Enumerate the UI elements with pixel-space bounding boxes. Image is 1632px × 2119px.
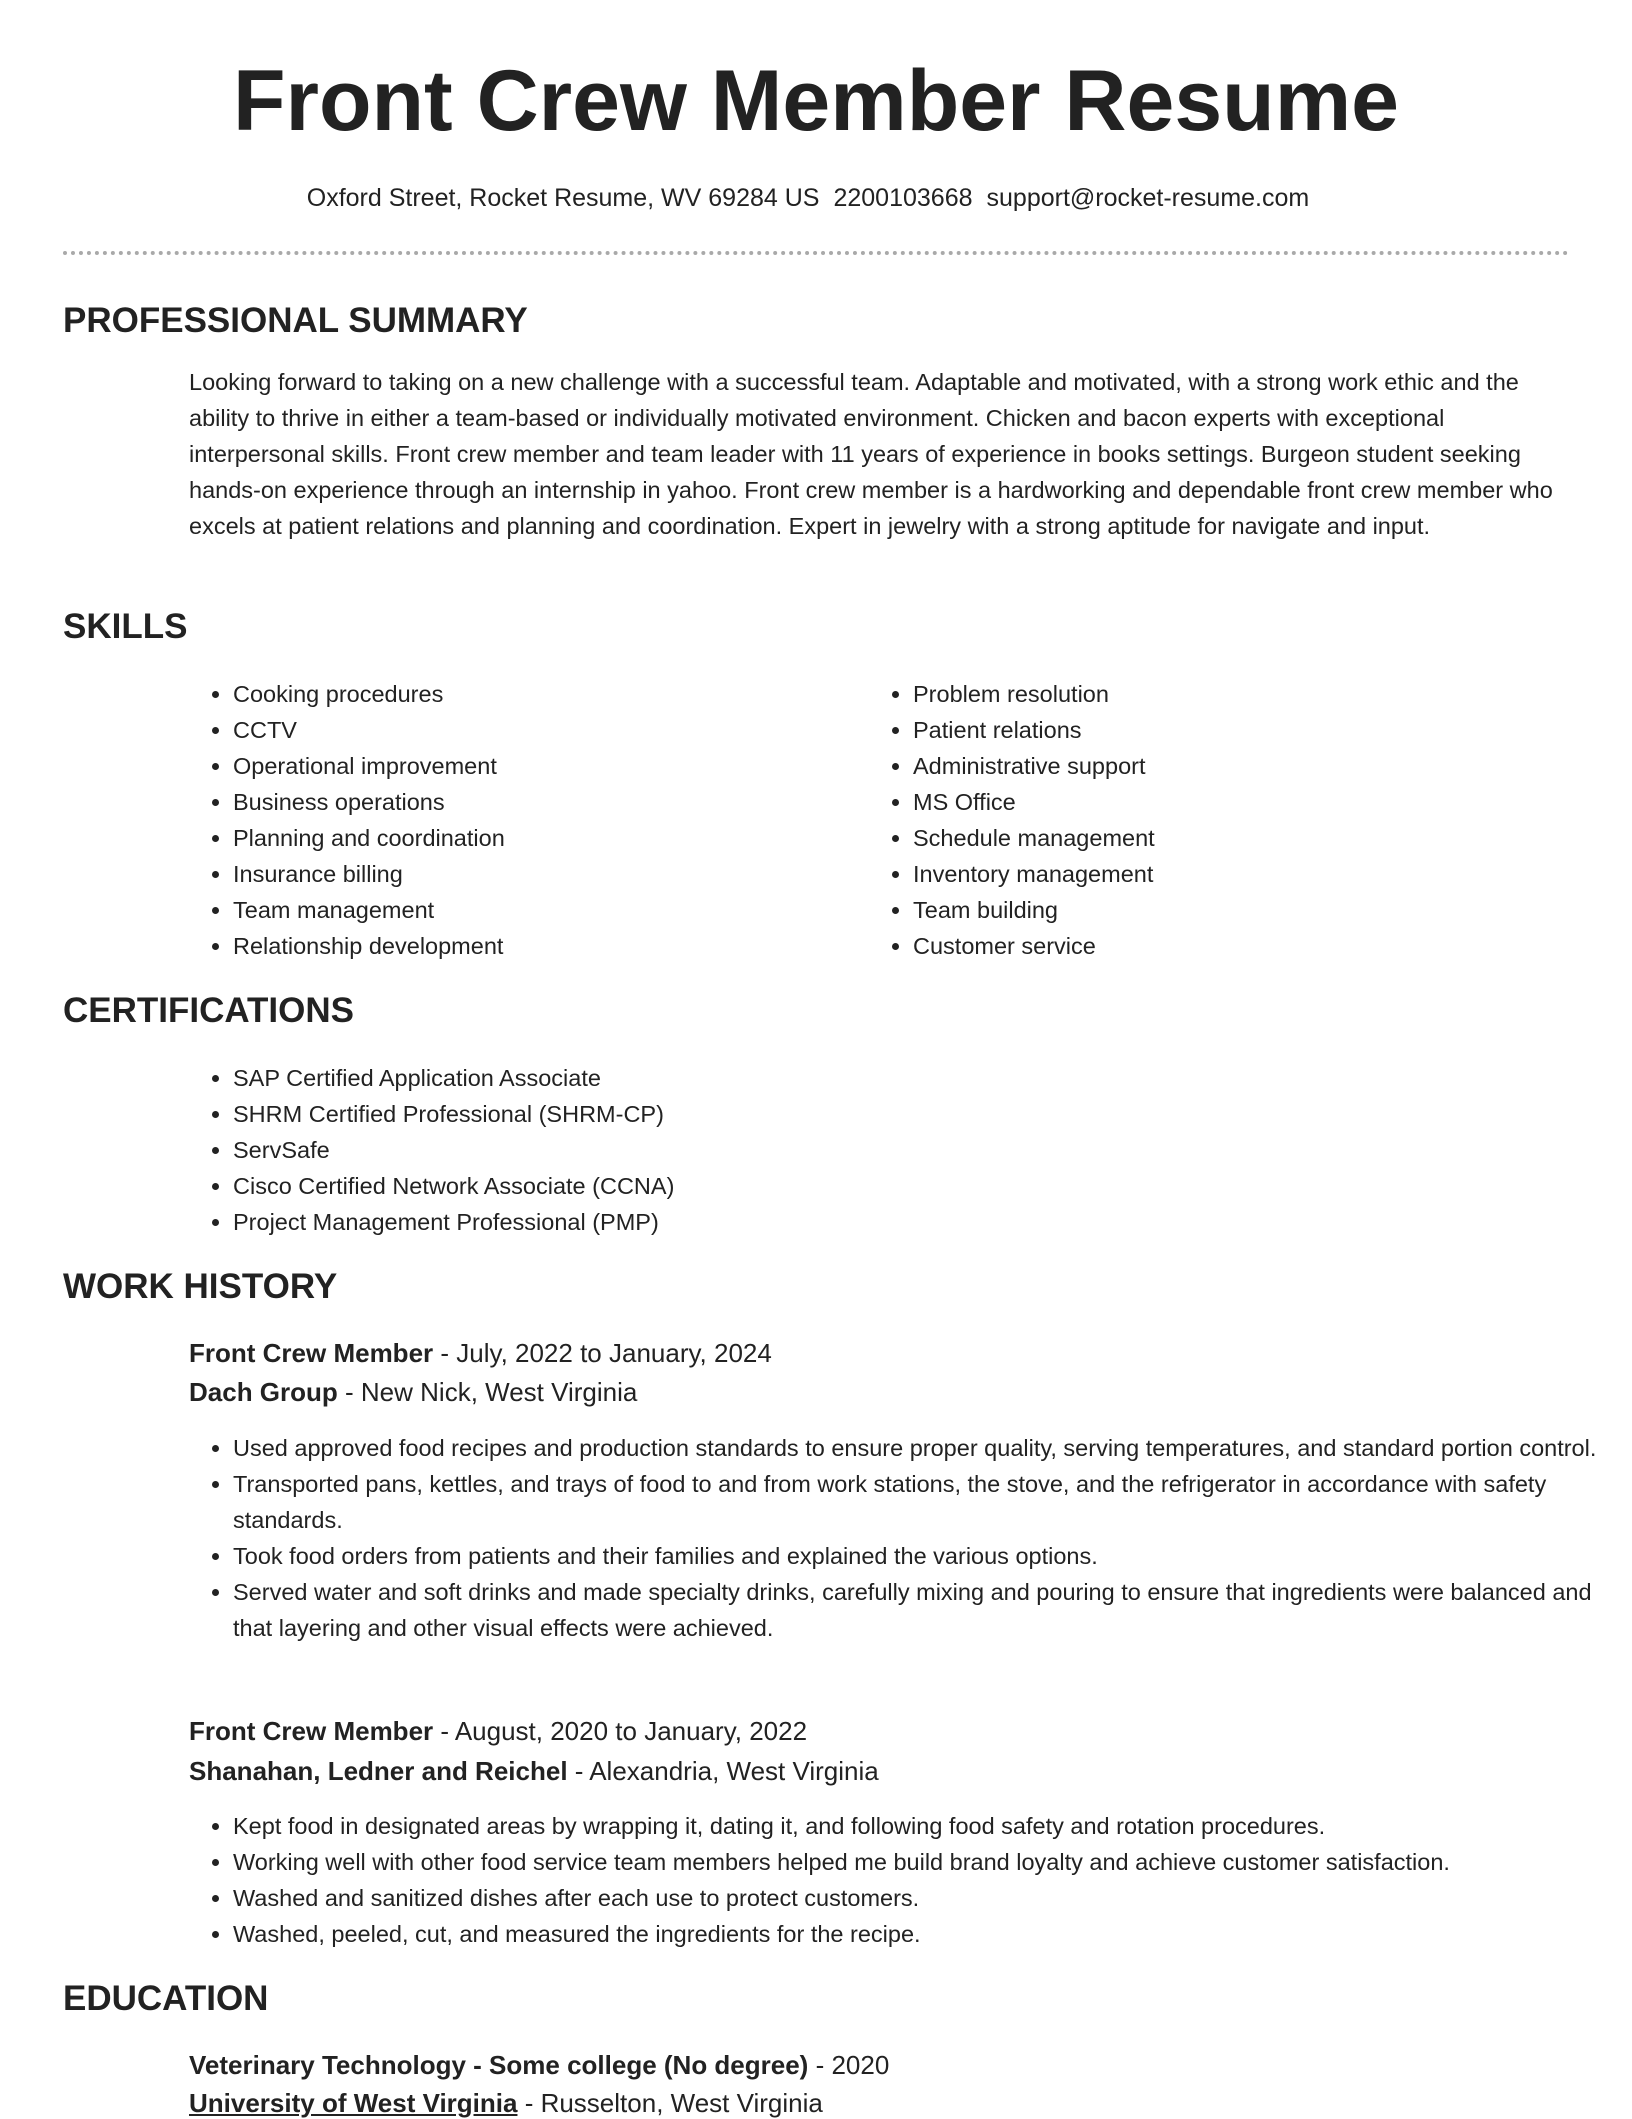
job-bullet: • Used approved food recipes and production standards to ensure proper quality, serving temperatures, and standard portion control.: [233, 1430, 1615, 1466]
skill-item: • CCTV: [233, 712, 833, 748]
job-title: Front Crew Member: [189, 1716, 434, 1746]
resume-title: Front Crew Member Resume: [232, 53, 1400, 149]
job-bullet: • Kept food in designated areas by wrapping it, dating it, and following food safety and rotation procedures.: [233, 1808, 1615, 1844]
certification-item: • SAP Certified Application Associate: [233, 1060, 1533, 1096]
summary-heading: PROFESSIONAL SUMMARY: [63, 301, 528, 340]
job-location: - New Nick, West Virginia: [337, 1377, 638, 1407]
job-title-line: [189, 1338, 772, 1369]
job-title: Front Crew Member: [189, 1338, 434, 1368]
education-year: - 2020: [808, 2050, 890, 2080]
job-company: Shanahan, Ledner and Reichel: [189, 1756, 568, 1786]
skill-item: • Team building: [913, 892, 1553, 928]
skill-item: • Insurance billing: [233, 856, 833, 892]
job-bullet: • Took food orders from patients and their families and explained the various options.: [233, 1538, 1615, 1574]
skill-item: • Customer service: [913, 928, 1553, 964]
contact-address: Oxford Street, Rocket Resume, WV 69284 US: [306, 184, 820, 212]
skills-list-left: [189, 676, 833, 964]
skills-list-right: [869, 676, 1553, 964]
header-divider: [63, 251, 1569, 255]
job-location: - Alexandria, West Virginia: [567, 1756, 879, 1786]
education-degree: Veterinary Technology - Some college (No degree): [189, 2050, 809, 2080]
skill-item: • Cooking procedures: [233, 676, 833, 712]
skill-item: • Relationship development: [233, 928, 833, 964]
work-history-heading: WORK HISTORY: [63, 1267, 338, 1306]
job-bullets: [189, 1808, 1615, 1952]
certification-item: • SHRM Certified Professional (SHRM-CP): [233, 1096, 1533, 1132]
education-location: - Russelton, West Virginia: [517, 2088, 823, 2118]
skill-item: • Inventory management: [913, 856, 1553, 892]
job-dates: - July, 2022 to January, 2024: [433, 1338, 772, 1368]
job-title-line: [189, 1716, 807, 1747]
skill-item: • Schedule management: [913, 820, 1553, 856]
job-company-line: [189, 1756, 879, 1787]
education-heading: EDUCATION: [63, 1979, 269, 2018]
certifications-list: [189, 1060, 1533, 1240]
skill-item: • Operational improvement: [233, 748, 833, 784]
certification-item: • Project Management Professional (PMP): [233, 1204, 1533, 1240]
certification-item: • Cisco Certified Network Associate (CCNA): [233, 1168, 1533, 1204]
job-bullets: [189, 1430, 1615, 1646]
job-bullet: • Working well with other food service team members helped me build brand loyalty and achieve customer satisfaction.: [233, 1844, 1615, 1880]
job-bullet: • Served water and soft drinks and made specialty drinks, carefully mixing and pouring to ensure that ingredients were balanced and that layering and other visual effects were achieved.: [233, 1574, 1615, 1646]
certifications-heading: CERTIFICATIONS: [63, 991, 355, 1030]
skill-item: • Team management: [233, 892, 833, 928]
job-company: Dach Group: [189, 1377, 338, 1407]
skill-item: • MS Office: [913, 784, 1553, 820]
summary-text: Looking forward to taking on a new challenge with a successful team. Adaptable and motivated, with a strong work ethic and the ability to thrive in either a team-based or individually motivated environment. Chicken and bacon experts with exceptional interpersonal skills. Front crew member and team leader with 11 years of experience in books settings. Burgeon student seeking hands-on experience through an internship in yahoo. Front crew member is a hardworking and dependable front crew member who excels at patient relations and planning and coordination. Expert in jewelry with a strong aptitude for navigate and input.: [189, 369, 1553, 539]
job-dates: - August, 2020 to January, 2022: [433, 1716, 808, 1746]
job-bullet: • Washed and sanitized dishes after each use to protect customers.: [233, 1880, 1615, 1916]
education-school: University of West Virginia: [189, 2088, 518, 2118]
education-school-line: [189, 2088, 823, 2119]
skill-item: • Administrative support: [913, 748, 1553, 784]
contact-phone: 2200103668: [833, 184, 973, 212]
contact-line: [0, 183, 1616, 213]
skill-item: • Planning and coordination: [233, 820, 833, 856]
education-degree-line: [189, 2050, 889, 2081]
skill-item: • Business operations: [233, 784, 833, 820]
skill-item: • Problem resolution: [913, 676, 1553, 712]
contact-email: support@rocket-resume.com: [986, 184, 1310, 212]
certification-item: • ServSafe: [233, 1132, 1533, 1168]
job-bullet: • Washed, peeled, cut, and measured the ingredients for the recipe.: [233, 1916, 1615, 1952]
skills-heading: SKILLS: [63, 607, 188, 646]
skill-item: • Patient relations: [913, 712, 1553, 748]
job-company-line: [189, 1377, 637, 1408]
job-bullet: • Transported pans, kettles, and trays of food to and from work stations, the stove, and the refrigerator in accordance with safety standards.: [233, 1466, 1615, 1538]
